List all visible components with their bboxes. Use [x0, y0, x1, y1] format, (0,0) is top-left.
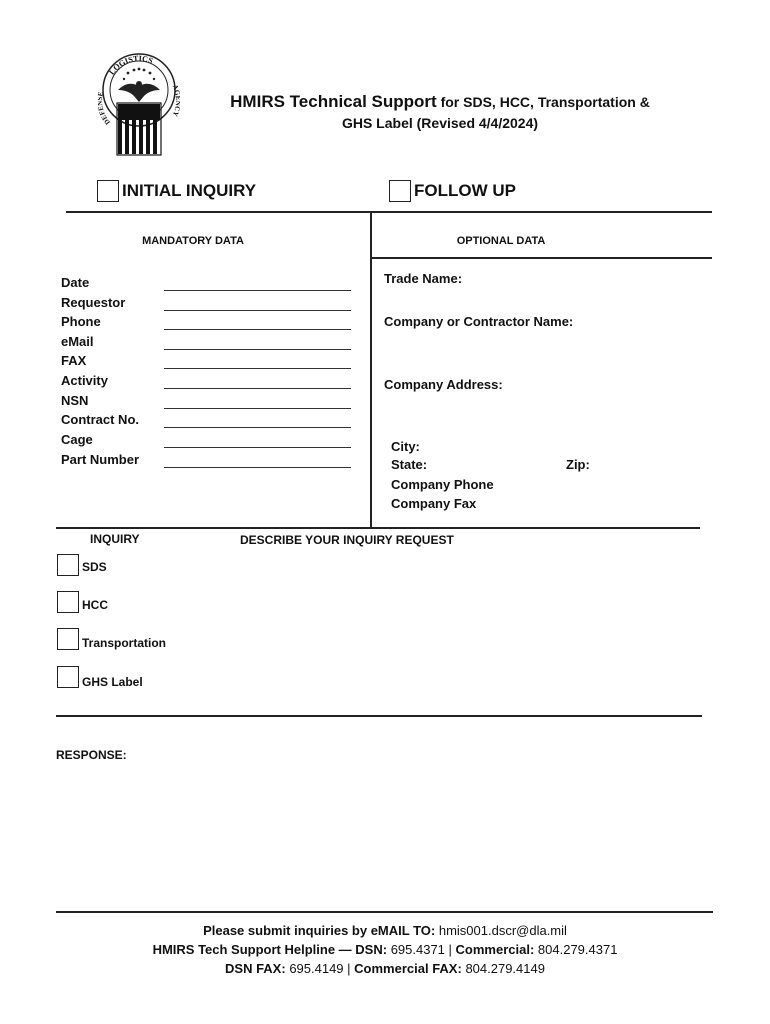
initial-inquiry-checkbox[interactable]	[97, 180, 119, 202]
contract-no-label: Contract No.	[61, 412, 139, 427]
inquiry-divider	[56, 527, 700, 529]
sds-checkbox[interactable]	[57, 554, 79, 576]
requestor-field[interactable]	[164, 299, 351, 311]
initial-inquiry-label: INITIAL INQUIRY	[122, 181, 257, 200]
ghs-label-label: GHS Label	[82, 675, 143, 689]
ghs-label-checkbox[interactable]	[57, 666, 79, 688]
svg-text:LOGISTICS: LOGISTICS	[107, 53, 155, 77]
response-divider	[56, 715, 702, 717]
footer-email-label: Please submit inquiries by eMAIL TO:	[203, 923, 436, 938]
date-field[interactable]	[164, 279, 351, 291]
phone-label: Phone	[61, 314, 101, 329]
transportation-checkbox[interactable]	[57, 628, 79, 650]
response-area[interactable]	[56, 768, 702, 903]
form-title	[200, 91, 680, 114]
sds-label: SDS	[82, 560, 107, 574]
optional-heading-rule	[371, 257, 712, 259]
dla-logistics-seal-icon	[98, 46, 180, 158]
top-divider	[66, 211, 712, 213]
part-number-label: Part Number	[61, 452, 140, 467]
optional-heading: OPTIONAL DATA	[456, 235, 546, 247]
follow-up-checkbox[interactable]	[389, 180, 411, 202]
footer-commercial-value: 804.279.4371	[537, 942, 618, 957]
title-rest: for SDS, HCC, Transportation &	[436, 94, 650, 110]
footer-fax-separator: |	[343, 961, 355, 976]
zip-label: Zip:	[566, 457, 590, 472]
company-phone-label: Company Phone	[391, 477, 494, 492]
mandatory-heading: MANDATORY DATA	[142, 235, 244, 247]
footer-dsn-fax-value: 695.4149	[289, 961, 344, 976]
hcc-checkbox[interactable]	[57, 591, 79, 613]
date-label: Date	[61, 275, 90, 290]
nsn-field[interactable]	[164, 397, 351, 409]
email-label: eMail	[61, 334, 94, 349]
footer-commercial-label: Commercial:	[455, 942, 535, 957]
footer-email-link[interactable]: hmis001.dscr@dla.mil	[438, 923, 567, 938]
phone-field[interactable]	[164, 318, 351, 330]
footer-separator: |	[444, 942, 456, 957]
footer-helpline-line	[0, 942, 770, 957]
inquiry-heading: INQUIRY	[90, 532, 140, 546]
hcc-label: HCC	[82, 598, 108, 612]
activity-field[interactable]	[164, 377, 351, 389]
footer-fax-line	[0, 961, 770, 976]
nsn-label: NSN	[61, 393, 89, 408]
form-subtitle: GHS Label (Revised 4/4/2024)	[341, 115, 539, 131]
city-label: City:	[391, 439, 420, 454]
footer-dsn-label: HMIRS Tech Support Helpline — DSN:	[152, 942, 388, 957]
svg-text:AGENCY: A Y	[170, 83, 180, 118]
describe-heading: DESCRIBE YOUR INQUIRY REQUEST	[240, 533, 454, 547]
contract-no-field[interactable]	[164, 416, 351, 428]
email-field[interactable]	[164, 338, 351, 350]
follow-up-label: FOLLOW UP	[414, 181, 516, 200]
footer-email-line	[0, 923, 770, 938]
title-bold: HMIRS Technical Support	[230, 92, 437, 111]
footer-dsn-value: 695.4371	[390, 942, 445, 957]
company-name-label: Company or Contractor Name:	[384, 314, 574, 329]
svg-text:DEFENSE: DEF	[98, 109, 112, 127]
activity-label: Activity	[61, 373, 108, 388]
footer-commercial-fax-value: 804.279.4149	[465, 961, 545, 976]
fax-label: FAX	[61, 353, 87, 368]
cage-label: Cage	[61, 432, 93, 447]
requestor-label: Requestor	[61, 295, 126, 310]
company-address-label: Company Address:	[384, 377, 503, 392]
footer-dsn-fax-label: DSN FAX:	[225, 961, 286, 976]
company-fax-label: Company Fax	[391, 496, 477, 511]
footer-divider	[56, 911, 713, 913]
trade-name-label: Trade Name:	[384, 271, 463, 286]
fax-field[interactable]	[164, 357, 351, 369]
transportation-label: Transportation	[82, 636, 167, 650]
state-label: State:	[391, 457, 428, 472]
cage-field[interactable]	[164, 436, 351, 448]
column-divider	[370, 213, 372, 527]
response-label: RESPONSE:	[56, 748, 127, 762]
inquiry-description-area[interactable]	[240, 552, 700, 707]
part-number-field[interactable]	[164, 456, 351, 468]
footer-commercial-fax-label: Commercial FAX:	[354, 961, 462, 976]
